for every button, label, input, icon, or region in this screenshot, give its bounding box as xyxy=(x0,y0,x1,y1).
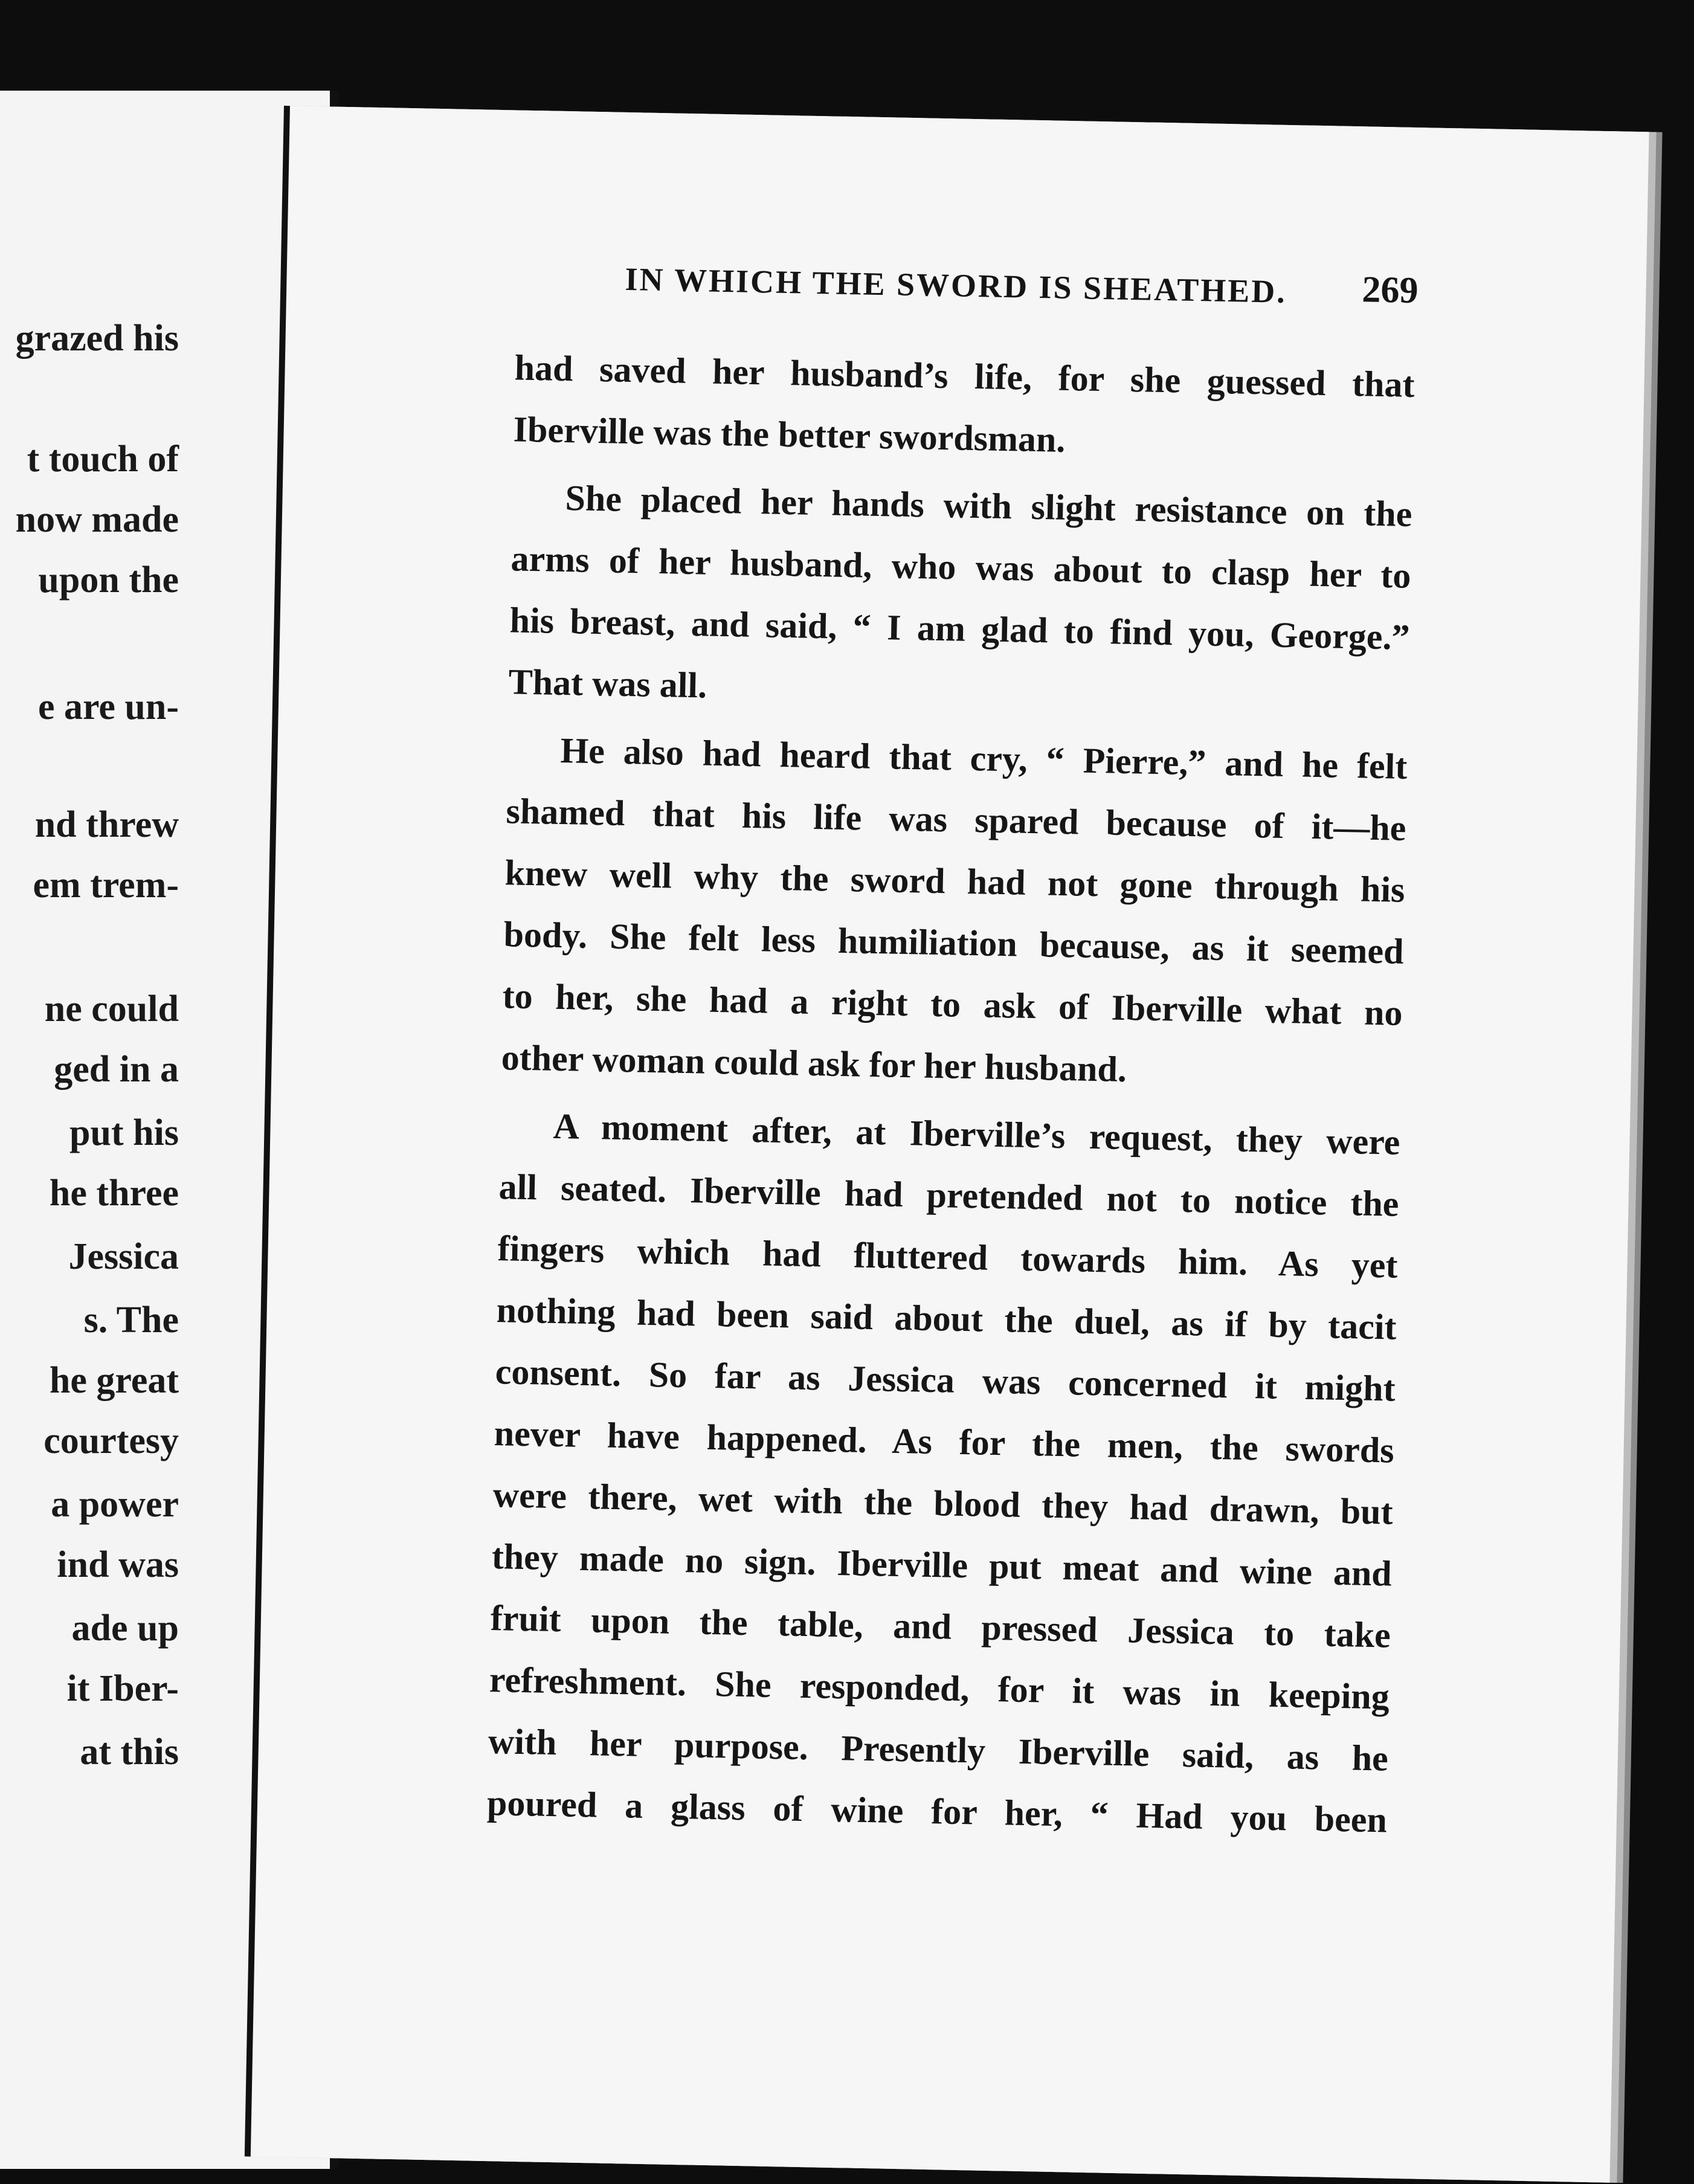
text-line: nothing had been said about the duel, as if by tacit xyxy=(496,1290,1397,1347)
text-line: knew well why the sword had not gone through his xyxy=(504,852,1406,910)
text-line: poured a glass of wine for her, “ Had you been xyxy=(486,1782,1388,1840)
left-page-line: a power xyxy=(51,1484,179,1525)
text-line: body. She felt less humiliation because, as it seemed xyxy=(503,914,1405,971)
left-page-line: ind was xyxy=(57,1544,179,1585)
left-page-line: em trem- xyxy=(33,865,179,906)
left-page-line: ade up xyxy=(71,1608,179,1649)
book-page xyxy=(245,106,1649,2183)
text-line: to her, she had a right to ask of Iberville what no xyxy=(502,976,1403,1033)
text-line: Iberville was the better swordsman. xyxy=(513,409,1066,460)
text-line: with her purpose. Presently Iberville said, as he xyxy=(488,1721,1389,1779)
running-head: IN WHICH THE SWORD IS SHEATHED. xyxy=(625,260,1287,310)
text-line: That was all. xyxy=(508,662,707,706)
left-page-line: nd threw xyxy=(34,804,179,845)
left-page-line: he great xyxy=(49,1360,179,1401)
text-line: A moment after, at Iberville’s request, they were xyxy=(553,1106,1401,1162)
text-line: his breast, and said, “ I am glad to find you, George.” xyxy=(509,600,1411,657)
left-page-line: put his xyxy=(69,1112,179,1153)
text-line: consent. So far as Jessica was concerned it might xyxy=(495,1351,1396,1409)
text-line: they made no sign. Iberville put meat and wine and xyxy=(491,1536,1393,1594)
left-page-line: Jessica xyxy=(68,1236,179,1277)
text-line: other woman could ask for her husband. xyxy=(501,1037,1127,1090)
left-page-line: e are un- xyxy=(37,686,179,727)
left-page-line: he three xyxy=(49,1173,179,1214)
left-page-line: grazed his xyxy=(15,318,179,359)
left-page-line: now made xyxy=(15,499,179,540)
text-line: never have happened. As for the men, the swords xyxy=(494,1413,1395,1470)
left-page-line: upon the xyxy=(38,559,179,601)
left-page-line: it Iber- xyxy=(66,1668,179,1709)
left-page-line: courtesy xyxy=(43,1420,179,1461)
text-line: arms of her husband, who was about to clasp her to xyxy=(510,538,1412,596)
text-line: shamed that his life was spared because of it—he xyxy=(506,791,1407,848)
left-page-line: t touch of xyxy=(27,439,179,480)
page-number: 269 xyxy=(1361,269,1419,312)
text-line: He also had heard that cry, “ Pierre,” and he felt xyxy=(559,730,1408,787)
left-page-line: s. The xyxy=(83,1300,179,1341)
text-line: all seated. Iberville had pretended not to notice the xyxy=(498,1167,1400,1224)
left-page-line: ged in a xyxy=(54,1049,179,1090)
text-line: She placed her hands with slight resistance on the xyxy=(564,478,1413,534)
text-line: had saved her husband’s life, for she guessed that xyxy=(514,347,1415,405)
left-page-line: ne could xyxy=(44,988,179,1029)
text-line: fingers which had fluttered towards him. As yet xyxy=(497,1228,1399,1286)
text-line: were there, wet with the blood they had drawn, but xyxy=(492,1475,1394,1532)
body-text xyxy=(486,337,1415,1851)
text-line: refreshment. She responded, for it was in keeping xyxy=(489,1660,1390,1717)
left-page-line: at this xyxy=(80,1731,179,1773)
text-line: fruit upon the table, and pressed Jessica to take xyxy=(490,1598,1391,1655)
